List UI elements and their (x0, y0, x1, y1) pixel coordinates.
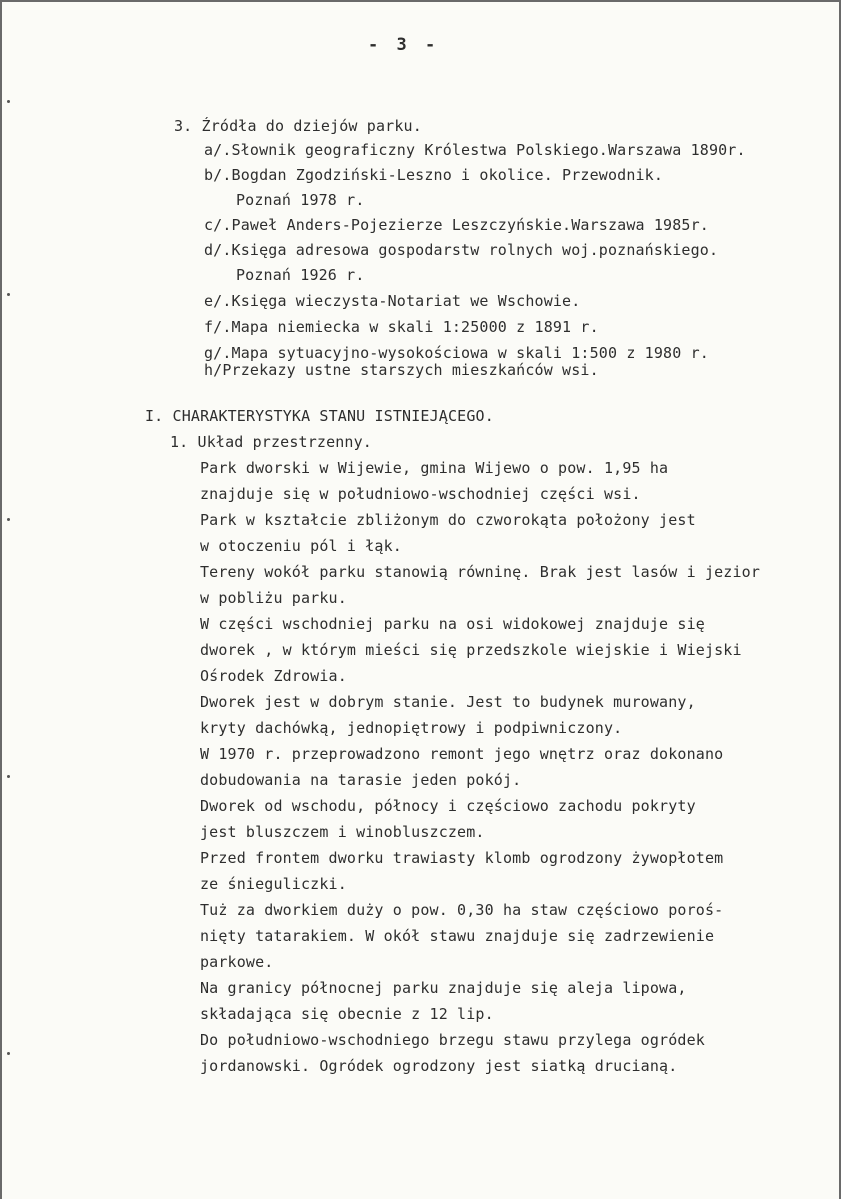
margin-mark (7, 1052, 10, 1055)
sources-heading: 3. Źródła do dziejów parku. (174, 117, 422, 135)
body-line: Park dworski w Wijewie, gmina Wijewo o pow. 1,95 ha (200, 459, 669, 477)
margin-mark (7, 775, 10, 778)
body-line: parkowe. (200, 953, 274, 971)
source-item: a/.Słownik geograficzny Królestwa Polskiego.Warszawa 1890r. (204, 141, 746, 159)
source-item: e/.Księga wieczysta-Notariat we Wschowie. (204, 292, 581, 310)
margin-mark (7, 293, 10, 296)
source-item: f/.Mapa niemiecka w skali 1:25000 z 1891 r. (204, 318, 599, 336)
body-line: ze śnieguliczki. (200, 875, 347, 893)
body-line: Tuż za dworkiem duży o pow. 0,30 ha staw częściowo poroś- (200, 901, 724, 919)
source-item: d/.Księga adresowa gospodarstw rolnych woj.poznańskiego. (204, 241, 719, 259)
body-line: Ośrodek Zdrowia. (200, 667, 347, 685)
body-line: Tereny wokół parku stanowią równinę. Brak jest lasów i jezior (200, 563, 761, 581)
source-item: Poznań 1926 r. (236, 266, 365, 284)
margin-mark (7, 100, 10, 103)
section-heading: I. CHARAKTERYSTYKA STANU ISTNIEJĄCEGO. (145, 407, 494, 425)
body-line: Dworek jest w dobrym stanie. Jest to budynek murowany, (200, 693, 696, 711)
body-line: w otoczeniu pól i łąk. (200, 537, 402, 555)
source-item: h/Przekazy ustne starszych mieszkańców wsi. (204, 361, 599, 379)
body-line: Dworek od wschodu, północy i częściowo zachodu pokryty (200, 797, 696, 815)
page-number: - 3 - (368, 35, 440, 55)
body-line: nięty tatarakiem. W okół stawu znajduje się zadrzewienie (200, 927, 715, 945)
body-line: jordanowski. Ogródek ogrodzony jest siatką drucianą. (200, 1057, 678, 1075)
source-item: g/.Mapa sytuacyjno-wysokościowa w skali 1:500 z 1980 r. (204, 344, 709, 362)
body-line: W 1970 r. przeprowadzono remont jego wnętrz oraz dokonano (200, 745, 724, 763)
body-line: w pobliżu parku. (200, 589, 347, 607)
body-line: W części wschodniej parku na osi widokowej znajduje się (200, 615, 705, 633)
body-line: Przed frontem dworku trawiasty klomb ogrodzony żywopłotem (200, 849, 724, 867)
source-item: Poznań 1978 r. (236, 191, 365, 209)
body-line: jest bluszczem i winobluszczem. (200, 823, 485, 841)
margin-mark (7, 518, 10, 521)
body-line: Do południowo-wschodniego brzegu stawu przylega ogródek (200, 1031, 705, 1049)
body-line: Na granicy północnej parku znajduje się aleja lipowa, (200, 979, 687, 997)
body-line: znajduje się w południowo-wschodniej części wsi. (200, 485, 641, 503)
body-line: dobudowania na tarasie jeden pokój. (200, 771, 522, 789)
body-line: dworek , w którym mieści się przedszkole wiejskie i Wiejski (200, 641, 742, 659)
source-item: b/.Bogdan Zgodziński-Leszno i okolice. Przewodnik. (204, 166, 664, 184)
source-item: c/.Paweł Anders-Pojezierze Leszczyńskie.Warszawa 1985r. (204, 216, 709, 234)
section-subheading: 1. Układ przestrzenny. (170, 433, 372, 451)
body-line: kryty dachówką, jednopiętrowy i podpiwniczony. (200, 719, 623, 737)
body-line: Park w kształcie zbliżonym do czworokąta położony jest (200, 511, 696, 529)
body-line: składająca się obecnie z 12 lip. (200, 1005, 494, 1023)
